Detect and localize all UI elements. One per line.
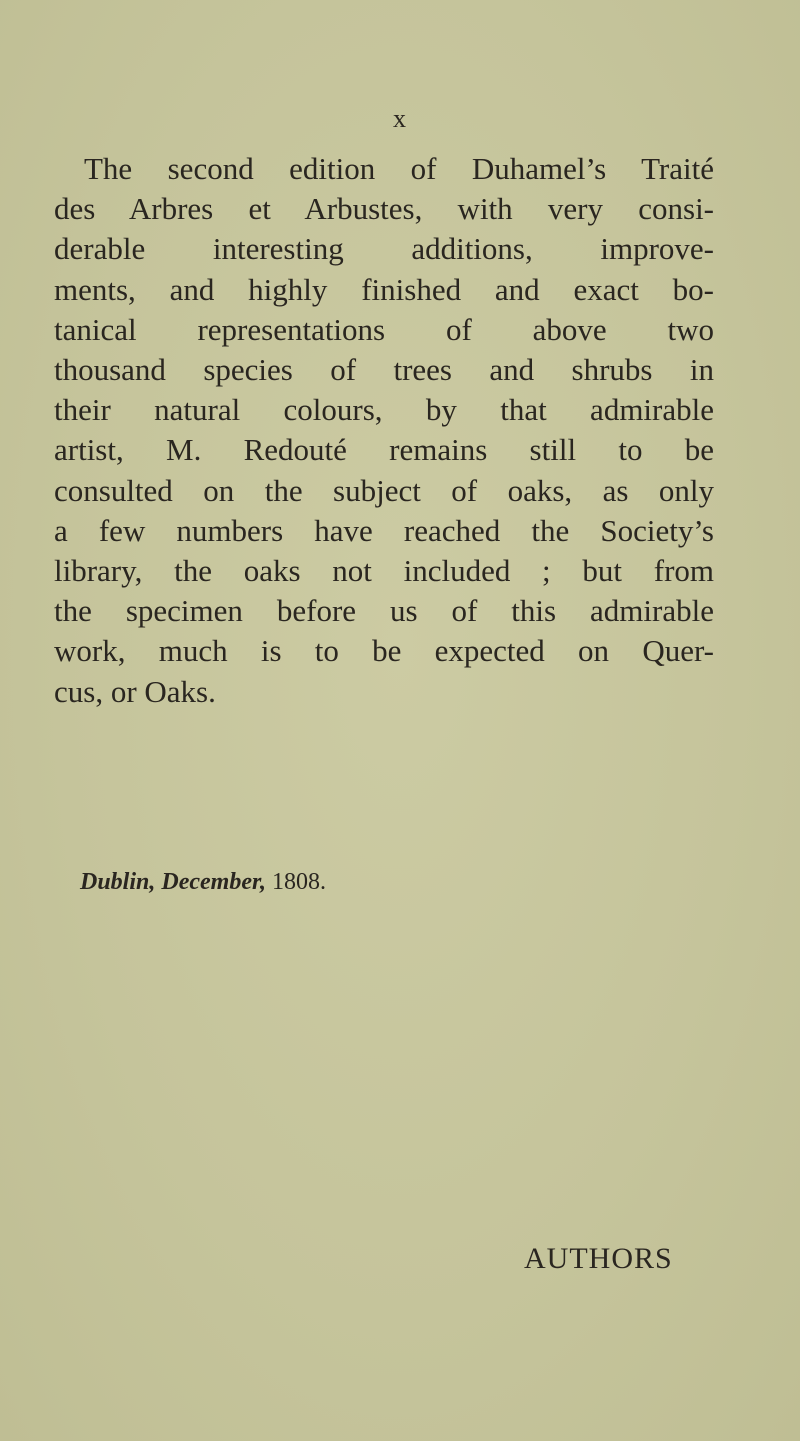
- paragraph-line: a few numbers have reached the Society’s: [54, 512, 714, 548]
- dateline-place: Dublin, December,: [80, 869, 266, 895]
- paragraph-line: work, much is to be expected on Quer-: [54, 633, 714, 669]
- paragraph-line: thousand species of trees and shrubs in: [54, 352, 714, 388]
- paragraph-line: ments, and highly finished and exact bo-: [54, 271, 714, 307]
- body-paragraph: [54, 149, 714, 712]
- paragraph-line: tanical representations of above two: [54, 311, 714, 347]
- paragraph-line: des Arbres et Arbustes, with very consi-: [54, 191, 714, 227]
- page-number: x: [393, 104, 407, 133]
- paragraph-line: derable interesting additions, improve-: [54, 231, 714, 267]
- dateline: [80, 869, 326, 896]
- paragraph-line: library, the oaks not included ; but from: [54, 553, 714, 589]
- paragraph-line: cus, or Oaks.: [54, 673, 216, 709]
- paragraph-line: their natural colours, by that admirable: [54, 392, 714, 428]
- paragraph-line: the specimen before us of this admirable: [54, 593, 714, 629]
- dateline-year: 1808.: [272, 869, 326, 895]
- paragraph-line: artist, M. Redouté remains still to be: [54, 432, 714, 468]
- catchword: AUTHORS: [524, 1242, 673, 1275]
- paragraph-line: consulted on the subject of oaks, as only: [54, 472, 714, 508]
- paragraph-line: The second edition of Duhamel’s Traité: [84, 151, 714, 186]
